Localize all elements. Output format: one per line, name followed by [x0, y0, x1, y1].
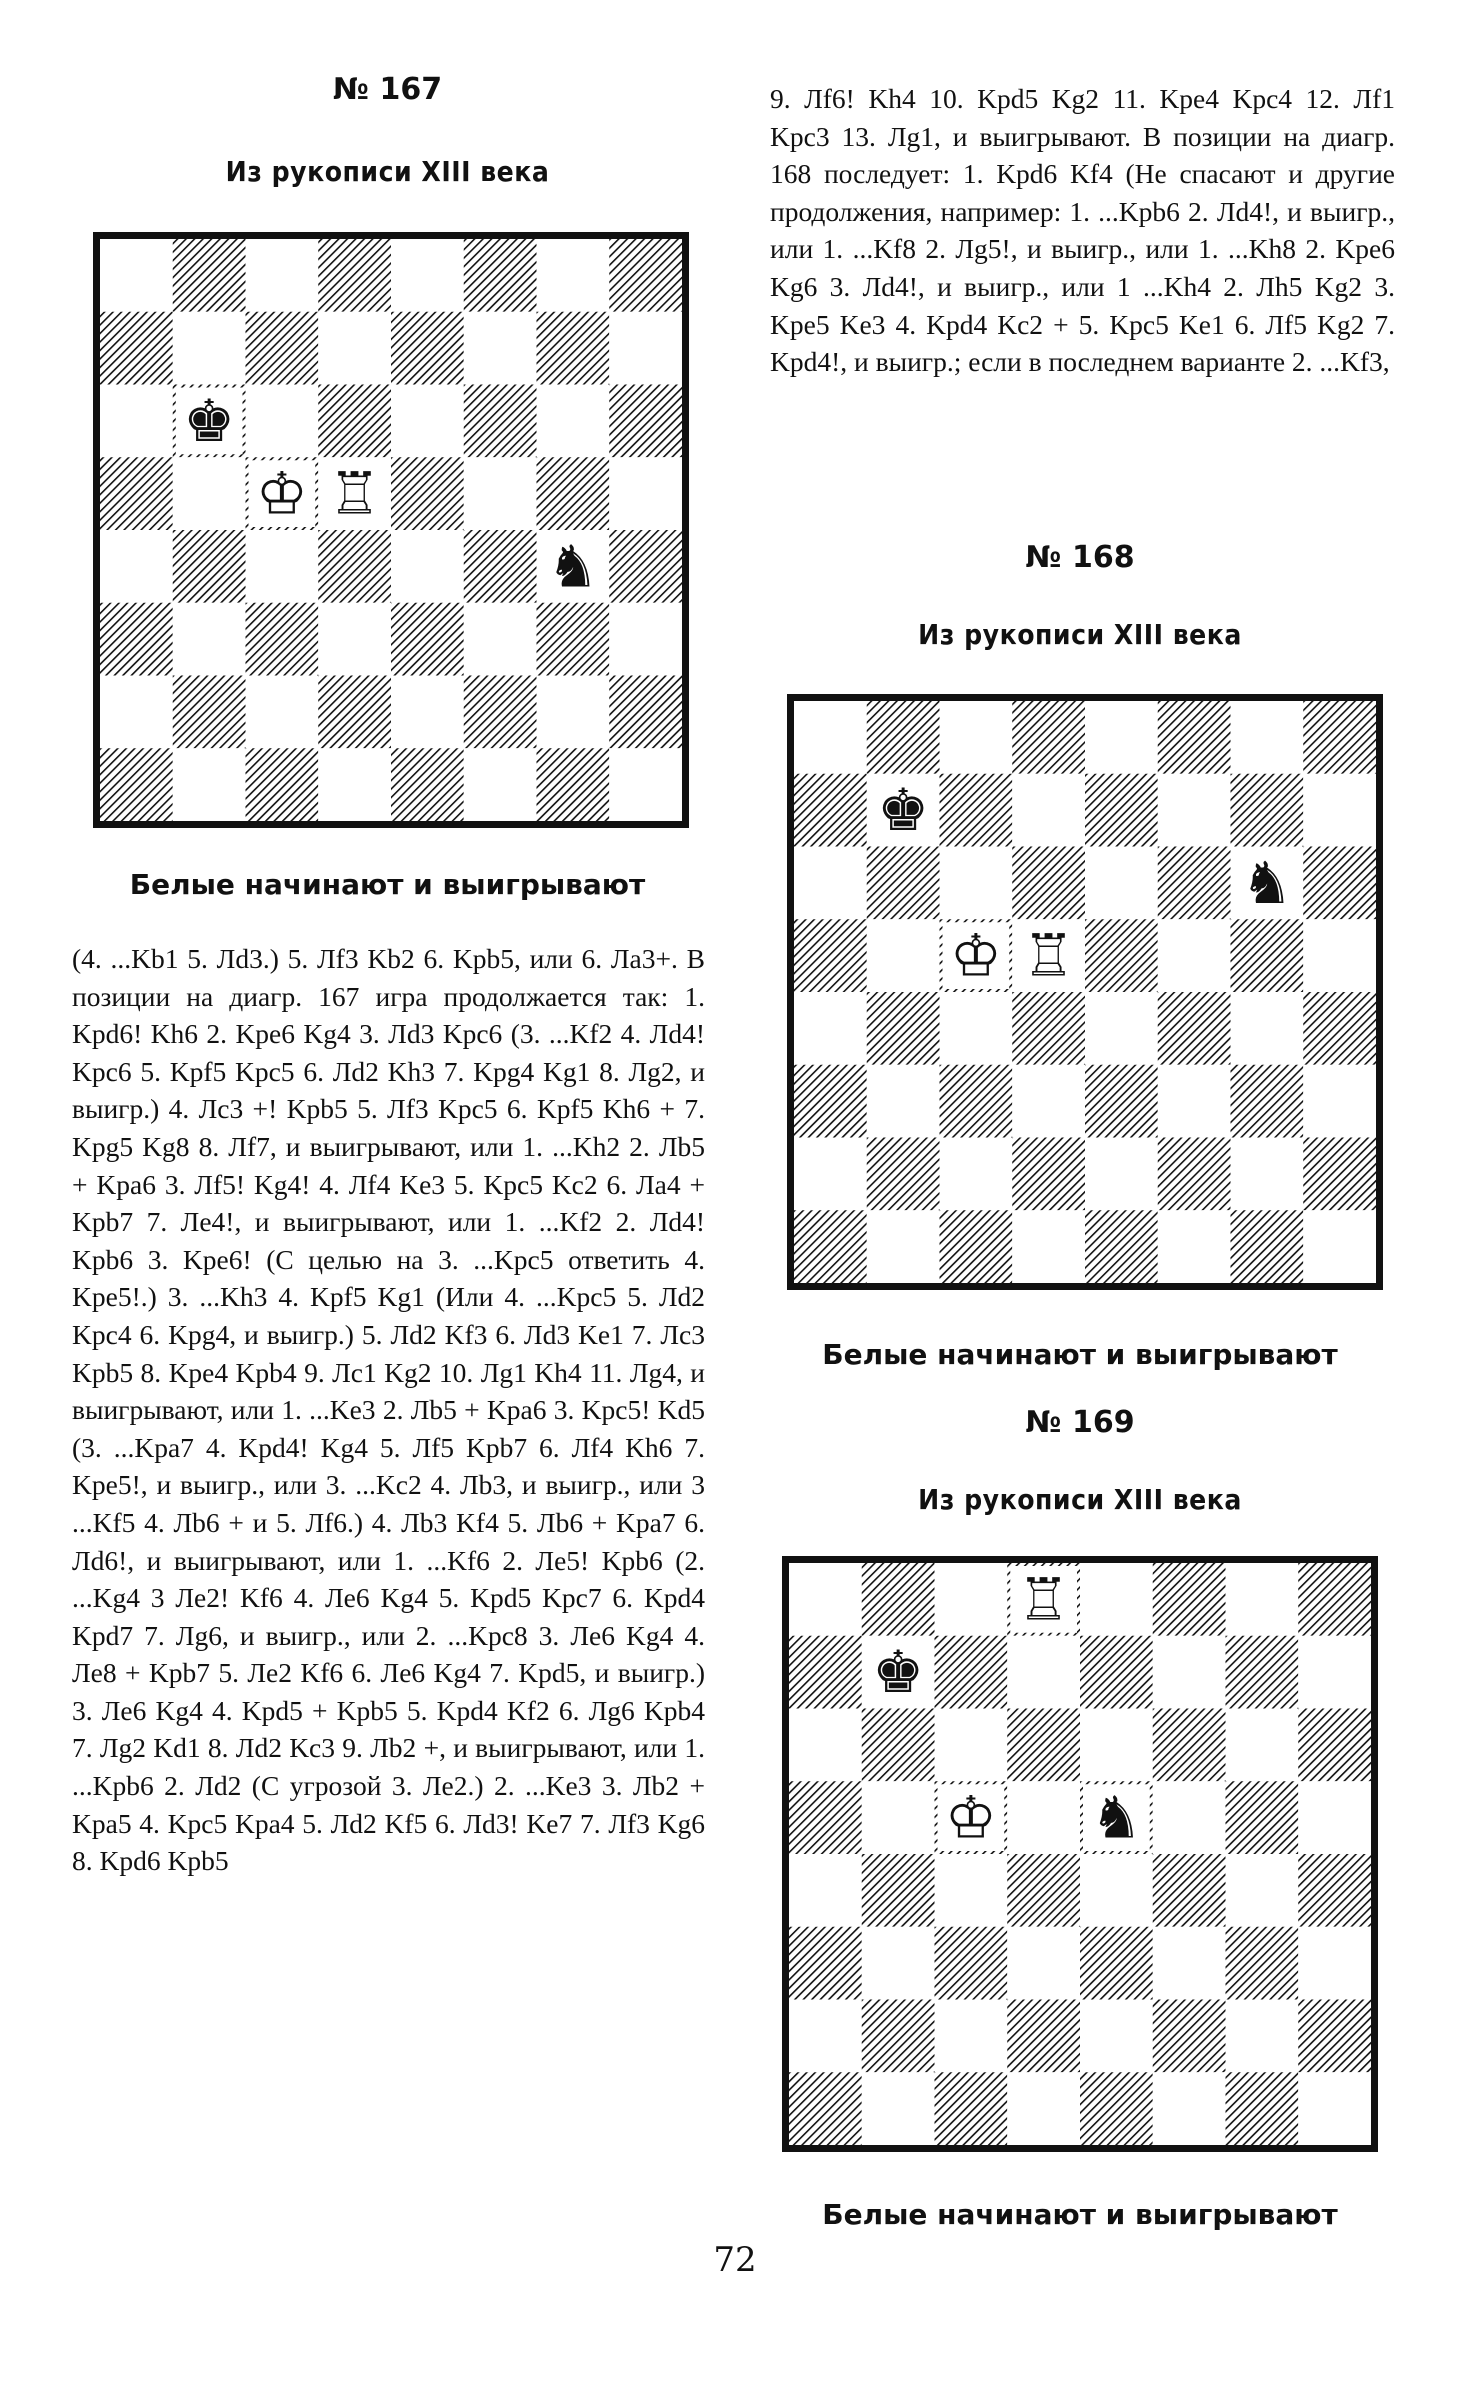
- light-square: [867, 1065, 940, 1138]
- dark-square: [318, 239, 391, 312]
- light-square: [537, 676, 610, 749]
- dark-square: [862, 2000, 935, 2073]
- light-square: [1226, 1854, 1299, 1927]
- dark-square: [246, 748, 319, 821]
- dark-square: [537, 603, 610, 676]
- dark-square: [537, 457, 610, 530]
- dark-square: [794, 774, 867, 847]
- light-square: [1158, 774, 1231, 847]
- problem-167-caption: Белые начинают и выигрывают: [129, 868, 646, 901]
- light-square: [794, 847, 867, 920]
- light-square: [1080, 2000, 1153, 2073]
- dark-square: [464, 530, 537, 603]
- light-square: [1298, 2072, 1371, 2145]
- dark-square: [318, 530, 391, 603]
- dark-square: [940, 1065, 1013, 1138]
- problem-168-caption: Белые начинают и выигрывают: [822, 1338, 1338, 1371]
- chess-board-167: [93, 232, 689, 828]
- light-square: [935, 1854, 1008, 1927]
- dark-square: [1231, 1210, 1304, 1283]
- light-square: [867, 1210, 940, 1283]
- dark-square: [1085, 1210, 1158, 1283]
- light-square: [794, 992, 867, 1065]
- light-square: [464, 457, 537, 530]
- light-square: [1298, 1927, 1371, 2000]
- light-square: [1303, 919, 1376, 992]
- black-king-icon: ♚: [872, 1638, 925, 1707]
- light-square: [789, 1709, 862, 1782]
- light-square: [1153, 1636, 1226, 1709]
- light-square: [1226, 1563, 1299, 1636]
- light-square: [789, 1854, 862, 1927]
- dark-square: [935, 1927, 1008, 2000]
- dark-square: [391, 603, 464, 676]
- dark-square: [862, 1563, 935, 1636]
- light-square: [1226, 1709, 1299, 1782]
- light-square: [609, 603, 682, 676]
- light-square: [940, 992, 1013, 1065]
- continuation-text: 9. Лf6! Kh4 10. Kpd5 Kg2 11. Kpe4 Kpc4 12. Лf1 Kpc3 13. Лg1, и выигрывают. В позиции на диагр. 168 последует: 1. Kpd6 Kf4 (Не спасают и другие продолжения, например: 1. ...Kpb6 2. Лd4!, и выигр., или 1. ...Kf8 2. Лg5!, и выигр., или 1. ...Kh8 2. Kpe6 Kg6 3. Лd4!, и выигр., или 1 ...Kh4 2. Лh5 Kg2 3. Kpe5 Ke3 4. Kpd4 Kc2 + 5. Kpc5 Ke1 6. Лf5 Kg2 7. Kpd4!, и выигр.; если в последнем варианте 2. ...Kf3,: [770, 83, 1402, 378]
- dark-square: [867, 992, 940, 1065]
- dark-square: [1303, 992, 1376, 1065]
- light-square: [1085, 701, 1158, 774]
- dark-square: [1298, 2000, 1371, 2073]
- page-number: 72: [713, 2240, 757, 2280]
- dark-square: [100, 603, 173, 676]
- dark-square: [1158, 847, 1231, 920]
- dark-square: [537, 748, 610, 821]
- light-square: [537, 385, 610, 458]
- light-square: [100, 676, 173, 749]
- light-square: [464, 603, 537, 676]
- dark-square: [1012, 847, 1085, 920]
- dark-square: [1231, 1065, 1304, 1138]
- dark-square: [1007, 2000, 1080, 2073]
- dark-square: [1007, 1854, 1080, 1927]
- light-square: [1007, 2072, 1080, 2145]
- light-square: [794, 701, 867, 774]
- black-king-icon: ♚: [877, 776, 930, 845]
- light-square: [1012, 1065, 1085, 1138]
- dark-square: [1085, 1065, 1158, 1138]
- light-square: [173, 603, 246, 676]
- light-square: [1231, 701, 1304, 774]
- light-square: [391, 385, 464, 458]
- dark-square: [173, 530, 246, 603]
- dark-square: [1153, 1563, 1226, 1636]
- light-square: [246, 530, 319, 603]
- dark-square: [609, 676, 682, 749]
- light-square: [537, 239, 610, 312]
- dark-square: [935, 1636, 1008, 1709]
- dark-square: [1007, 1709, 1080, 1782]
- light-square: [1298, 1636, 1371, 1709]
- dark-square: [537, 312, 610, 385]
- dark-square: [391, 457, 464, 530]
- light-square: [1158, 919, 1231, 992]
- light-square: [464, 312, 537, 385]
- white-rook-icon: ♖: [1017, 1565, 1070, 1634]
- dark-square: [609, 385, 682, 458]
- dark-square: [464, 385, 537, 458]
- dark-square: [1080, 1927, 1153, 2000]
- dark-square: [789, 2072, 862, 2145]
- light-square: [609, 457, 682, 530]
- dark-square: [464, 676, 537, 749]
- light-square: [246, 385, 319, 458]
- dark-square: [789, 1636, 862, 1709]
- dark-square: [609, 239, 682, 312]
- dark-square: [789, 1927, 862, 2000]
- light-square: [940, 701, 1013, 774]
- light-square: [1012, 774, 1085, 847]
- light-square: [862, 2072, 935, 2145]
- white-rook-icon: ♖: [328, 459, 381, 528]
- light-square: [1298, 1781, 1371, 1854]
- light-square: [173, 457, 246, 530]
- dark-square: [862, 1854, 935, 1927]
- black-knight-icon: ♞: [546, 532, 599, 601]
- light-square: [173, 312, 246, 385]
- light-square: [789, 1563, 862, 1636]
- chess-board-168: [787, 694, 1383, 1290]
- light-square: [609, 312, 682, 385]
- dark-square: [1303, 1138, 1376, 1211]
- problem-169-number: № 169: [1025, 1405, 1135, 1440]
- light-square: [867, 919, 940, 992]
- light-square: [935, 1563, 1008, 1636]
- dark-square: [867, 1138, 940, 1211]
- light-square: [391, 676, 464, 749]
- white-king-icon: ♔: [944, 1783, 997, 1852]
- light-square: [1231, 992, 1304, 1065]
- light-square: [1226, 2000, 1299, 2073]
- dark-square: [1158, 1138, 1231, 1211]
- dark-square: [867, 701, 940, 774]
- light-square: [100, 530, 173, 603]
- dark-square: [100, 457, 173, 530]
- dark-square: [1012, 1138, 1085, 1211]
- black-knight-icon: ♞: [1240, 848, 1293, 917]
- dark-square: [794, 1210, 867, 1283]
- dark-square: [173, 239, 246, 312]
- dark-square: [1085, 919, 1158, 992]
- dark-square: [1012, 701, 1085, 774]
- light-square: [609, 748, 682, 821]
- light-square: [391, 530, 464, 603]
- light-square: [789, 2000, 862, 2073]
- light-square: [1158, 1210, 1231, 1283]
- dark-square: [1153, 1709, 1226, 1782]
- problem-169-caption: Белые начинают и выигрывают: [822, 2198, 1338, 2231]
- light-square: [1080, 1709, 1153, 1782]
- light-square: [1007, 1781, 1080, 1854]
- light-square: [246, 239, 319, 312]
- white-king-icon: ♔: [949, 921, 1002, 990]
- dark-square: [609, 530, 682, 603]
- dark-square: [318, 385, 391, 458]
- problem-167-source: Из рукописи XIII века: [225, 155, 550, 188]
- dark-square: [391, 312, 464, 385]
- dark-square: [1226, 1636, 1299, 1709]
- dark-square: [794, 919, 867, 992]
- dark-square: [789, 1781, 862, 1854]
- light-square: [318, 748, 391, 821]
- dark-square: [1231, 774, 1304, 847]
- problem-168-number: № 168: [1025, 540, 1135, 575]
- light-square: [1007, 1927, 1080, 2000]
- light-square: [935, 2000, 1008, 2073]
- chess-board-169: [782, 1556, 1378, 2152]
- light-square: [794, 1138, 867, 1211]
- light-square: [1007, 1636, 1080, 1709]
- black-knight-icon: ♞: [1090, 1783, 1143, 1852]
- dark-square: [1231, 919, 1304, 992]
- dark-square: [246, 603, 319, 676]
- light-square: [1153, 1781, 1226, 1854]
- light-square: [1303, 774, 1376, 847]
- light-square: [1231, 1138, 1304, 1211]
- dark-square: [1153, 2000, 1226, 2073]
- dark-square: [1303, 701, 1376, 774]
- dark-square: [1080, 2072, 1153, 2145]
- white-king-icon: ♔: [255, 459, 308, 528]
- light-square: [940, 1138, 1013, 1211]
- dark-square: [246, 312, 319, 385]
- dark-square: [173, 676, 246, 749]
- dark-square: [867, 847, 940, 920]
- light-square: [940, 847, 1013, 920]
- dark-square: [794, 1065, 867, 1138]
- dark-square: [1085, 774, 1158, 847]
- dark-square: [1158, 992, 1231, 1065]
- light-square: [1085, 847, 1158, 920]
- dark-square: [1080, 1636, 1153, 1709]
- light-square: [935, 1709, 1008, 1782]
- light-square: [246, 676, 319, 749]
- light-square: [1153, 2072, 1226, 2145]
- dark-square: [391, 748, 464, 821]
- light-square: [1085, 992, 1158, 1065]
- problem-169-source: Из рукописи XIII века: [918, 1483, 1242, 1516]
- dark-square: [1298, 1709, 1371, 1782]
- light-square: [173, 748, 246, 821]
- dark-square: [1298, 1563, 1371, 1636]
- light-square: [1303, 1065, 1376, 1138]
- light-square: [318, 603, 391, 676]
- dark-square: [100, 748, 173, 821]
- dark-square: [935, 2072, 1008, 2145]
- light-square: [862, 1781, 935, 1854]
- problem-167-number: № 167: [332, 72, 443, 107]
- dark-square: [1226, 1927, 1299, 2000]
- white-rook-icon: ♖: [1022, 921, 1075, 990]
- dark-square: [940, 774, 1013, 847]
- light-square: [1012, 1210, 1085, 1283]
- dark-square: [1012, 992, 1085, 1065]
- light-square: [1303, 1210, 1376, 1283]
- dark-square: [1226, 1781, 1299, 1854]
- light-square: [1153, 1927, 1226, 2000]
- dark-square: [1153, 1854, 1226, 1927]
- light-square: [318, 312, 391, 385]
- dark-square: [100, 312, 173, 385]
- main-text: (4. ...Kb1 5. Лd3.) 5. Лf3 Kb2 6. Kpb5, или 6. Лa3+. В позиции на диагр. 167 игра продолжается так: 1. Kpd6! Kh6 2. Kpe6 Kg4 3. Лd3 Kpc6 (3. ...Kf2 4. Лd4! Kpc6 5. Kpf5 Kpc5 6. Лd2 Kh3 7. Kpg4 Kg1 8. Лg2, и выигр.) 4. Лc3 +! Kpb5 5. Лf3 Kpc5 6. Kpf5 Kh6 + 7. Kpg5 Kg8 8. Лf7, и выигрывают, или 1. ...Kh2 2. Лb5 + Kpa6 3. Лf5! Kg4! 4. Лf4 Ke3 5. Kpc5 Kc2 6. Лa4 + Kpb7 7. Лe4!, и выигрывают, или 1. ...Kf2 2. Лd4! Kpb6 3. Kpe6! (С целью на 3. ...Kpc5 ответить 4. Kpe5!.) 3. ...Kh3 4. Kpf5 Kg1 (Или 4. ...Kpc5 5. Лd2 Kpc4 6. Kpg4, и выигр.) 5. Лd2 Kf3 6. Лd3 Ke1 7. Лc3 Kpb5 8. Kpe4 Kpb4 9. Лc1 Kg2 10. Лg1 Kh4 11. Лg4, и выигрывают, или 1. ...Ke3 2. Лb5 + Kpa6 3. Kpc5! Kd5 (3. ...Kpa7 4. Kpd4! Kg4 5. Лf5 Kpb7 6. Лf4 Kh6 7. Kpe5!, и выигр., или 3. ...Kc2 4. Лb3, и выигр., или 3 ...Kf5 4. Лb6 + и 5. Лf6.) 4. Лb3 Kf4 5. Лb6 + Kpa7 6. Лd6!, и выигрывают, или 1. ...Kf6 2. Лe5! Kpb6 (2. ...Kg4 3 Лe2! Kf6 4. Лe6 Kg4 5. Kpd5 Kpc7 6. Kpd4 Kpd7 7. Лg6, и выигр., или 2. ...Kpc8 3. Лe6 Kg4 4. Лe8 + Kpb7 5. Лe2 Kf6 6. Лe6 Kg4 7. Kpd5, и выигр.) 3. Лe6 Kg4 4. Kpd5 + Kpb5 5. Kpd4 Kf2 6. Лg6 Kpb4 7. Лg2 Kd1 8. Лd2 Kc3 9. Лb2 +, и выигрывают, или 1. ...Kpb6 2. Лd2 (С угрозой 3. Лe2.) 2. ...Ke3 3. Лb2 + Kpa5 4. Kpc5 Kpa4 5. Лd2 Kf5 6. Лd3! Ke7 7. Лf3 Kg6 8. Kpd6 Kpb5: [72, 943, 712, 1877]
- black-king-icon: ♚: [183, 386, 236, 455]
- problem-168-source: Из рукописи XIII века: [918, 618, 1242, 651]
- dark-square: [464, 239, 537, 312]
- light-square: [464, 748, 537, 821]
- dark-square: [862, 1709, 935, 1782]
- light-square: [100, 385, 173, 458]
- light-square: [391, 239, 464, 312]
- light-square: [1080, 1854, 1153, 1927]
- dark-square: [318, 676, 391, 749]
- dark-square: [1298, 1854, 1371, 1927]
- light-square: [862, 1927, 935, 2000]
- dark-square: [1303, 847, 1376, 920]
- light-square: [1085, 1138, 1158, 1211]
- dark-square: [940, 1210, 1013, 1283]
- light-square: [100, 239, 173, 312]
- dark-square: [1226, 2072, 1299, 2145]
- dark-square: [1158, 701, 1231, 774]
- light-square: [1158, 1065, 1231, 1138]
- light-square: [1080, 1563, 1153, 1636]
